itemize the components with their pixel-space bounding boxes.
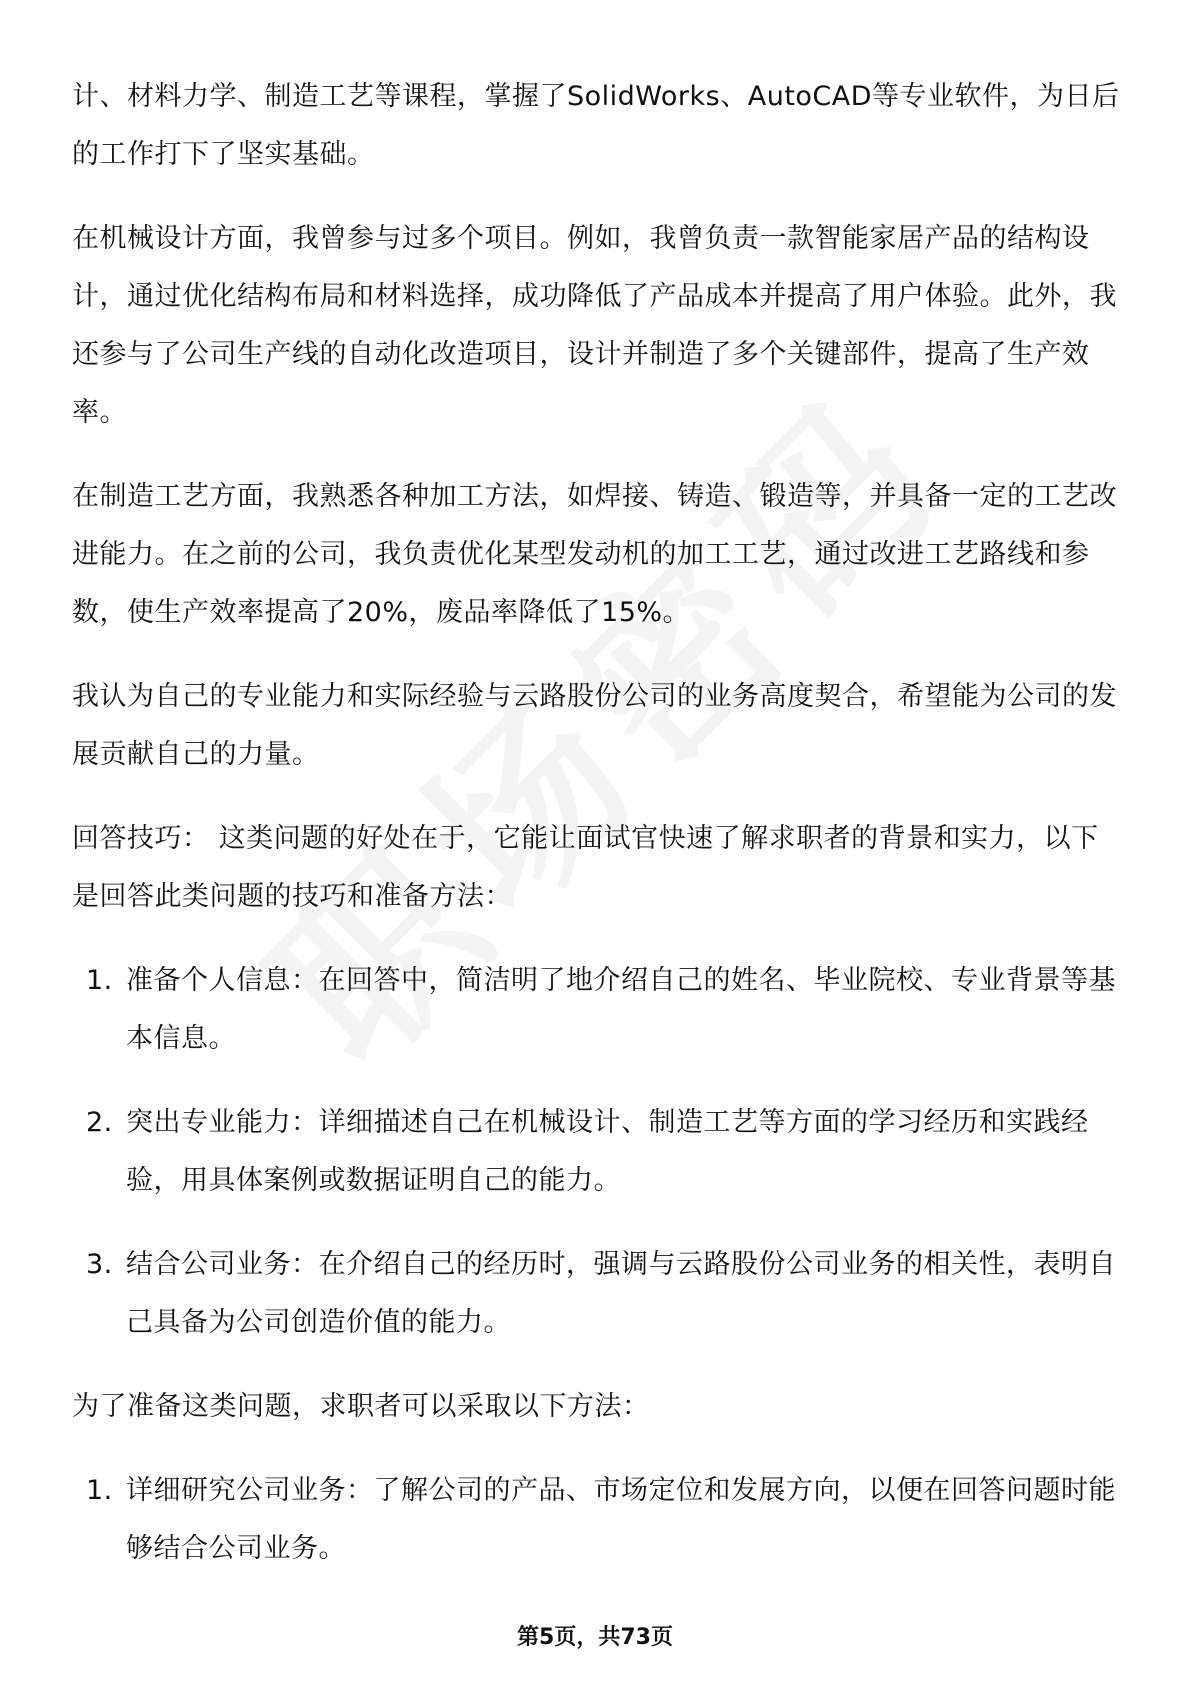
document-body <box>72 68 1122 1604</box>
paragraph-education: 计、材料力学、制造工艺等课程，掌握了SolidWorks、AutoCAD等专业软件，为日后的工作打下了坚实基础。 <box>72 81 1120 170</box>
paragraph-fit-statement: 我认为自己的专业能力和实际经验与云路股份公司的业务高度契合，希望能为公司的发展贡献自己的力量。 <box>72 681 1117 770</box>
paragraph-answer-tips: 回答技巧： 这类问题的好处在于，它能让面试官快速了解求职者的背景和实力，以下是回答此类问题的技巧和准备方法： <box>72 823 1099 912</box>
list-item-text: 突出专业能力：详细描述自己在机械设计、制造工艺等方面的学习经历和实践经验，用具体案例或数据证明自己的能力。 <box>126 1107 1089 1196</box>
list-number: 1. <box>86 965 113 996</box>
list-number: 1. <box>86 1475 113 1506</box>
prep-list <box>72 1462 1122 1578</box>
list-item <box>72 1236 1122 1352</box>
list-number: 2. <box>86 1107 113 1138</box>
list-item-text: 详细研究公司业务：了解公司的产品、市场定位和发展方向，以便在回答问题时能够结合公司业务。 <box>126 1475 1116 1564</box>
list-item-text: 准备个人信息：在回答中，简洁明了地介绍自己的姓名、毕业院校、专业背景等基本信息。 <box>126 965 1116 1054</box>
list-item <box>72 952 1122 1068</box>
list-item <box>72 1462 1122 1578</box>
list-item <box>72 1094 1122 1210</box>
list-number: 3. <box>86 1249 113 1280</box>
paragraph-mechanical-design: 在机械设计方面，我曾参与过多个项目。例如，我曾负责一款智能家居产品的结构设计，通过优化结构布局和材料选择，成功降低了产品成本并提高了用户体验。此外，我还参与了公司生产线的自动化改造项目，设计并制造了多个关键部件，提高了生产效率。 <box>72 223 1117 428</box>
list-item-text: 结合公司业务：在介绍自己的经历时，强调与云路股份公司业务的相关性，表明自己具备为公司创造价值的能力。 <box>126 1249 1116 1338</box>
paragraph-manufacturing-process: 在制造工艺方面，我熟悉各种加工方法，如焊接、铸造、锻造等，并具备一定的工艺改进能力。在之前的公司，我负责优化某型发动机的加工工艺，通过改进工艺路线和参数，使生产效率提高了20%，废品率降低了15%。 <box>72 481 1117 628</box>
page-footer: 第5页，共73页 <box>517 1625 673 1650</box>
tips-list <box>72 952 1122 1352</box>
paragraph-prep-intro: 为了准备这类问题，求职者可以采取以下方法： <box>72 1391 650 1422</box>
